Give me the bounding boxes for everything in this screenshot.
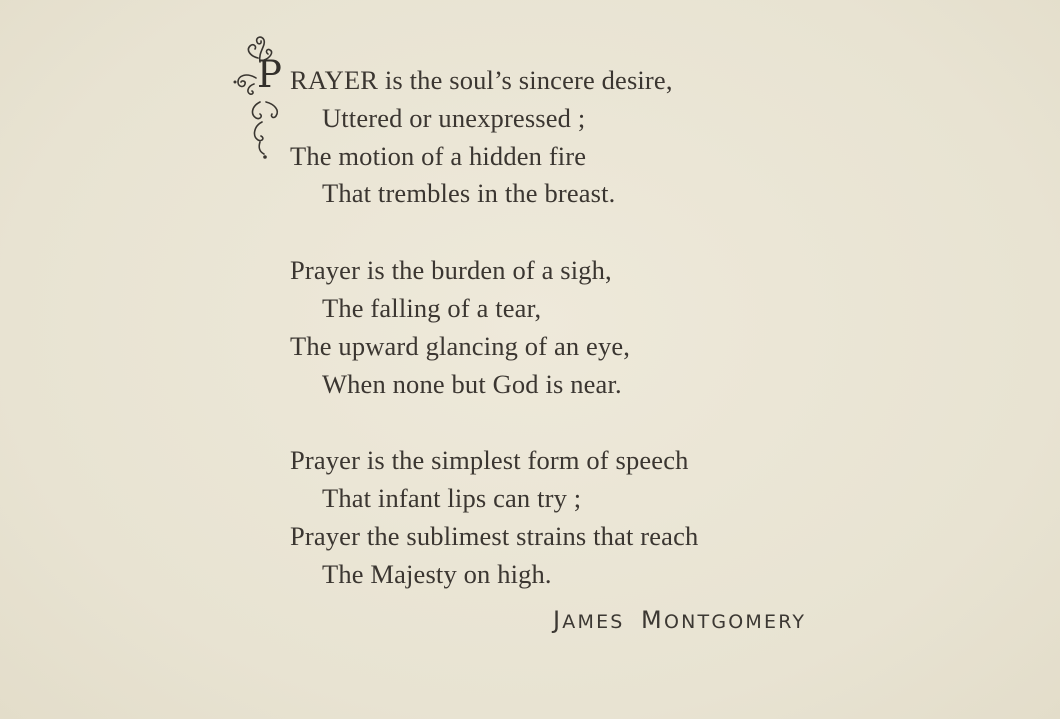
poem-line: The upward glancing of an eye,	[290, 330, 631, 361]
poem-line: Prayer is the burden of a sigh,	[290, 255, 612, 286]
poem-line: Prayer is the simplest form of speech	[290, 445, 689, 476]
poem-line: Prayer the sublimest strains that reach	[290, 520, 699, 551]
poem-line: The Majesty on high.	[322, 558, 552, 589]
poem-line: The motion of a hidden fire	[290, 140, 587, 171]
author-last-initial: M	[641, 606, 664, 634]
dropcap-ornament	[230, 32, 292, 160]
stanza-1	[257, 53, 910, 213]
stanza-2	[290, 252, 910, 403]
poem-line: The falling of a tear,	[322, 292, 542, 323]
scroll-flourish-icon	[230, 32, 292, 160]
author-first-initial: J	[553, 606, 563, 634]
poem-line: Uttered or unexpressed ;	[322, 102, 586, 133]
author-first-rest: AMES	[562, 611, 625, 633]
poem	[257, 53, 910, 633]
poem-line: That infant lips can try ;	[322, 483, 582, 514]
dropcap-letter: P	[257, 53, 283, 96]
first-line-text: RAYER is the soul’s sincere desire,	[290, 65, 673, 95]
stanza-3	[290, 442, 910, 593]
poem-line: When none but God is near.	[322, 368, 622, 399]
author-attribution	[553, 606, 806, 634]
poem-line	[257, 53, 910, 100]
poem-line: That trembles in the breast.	[322, 178, 616, 209]
author-last-rest: ONTGOMERY	[663, 611, 807, 633]
